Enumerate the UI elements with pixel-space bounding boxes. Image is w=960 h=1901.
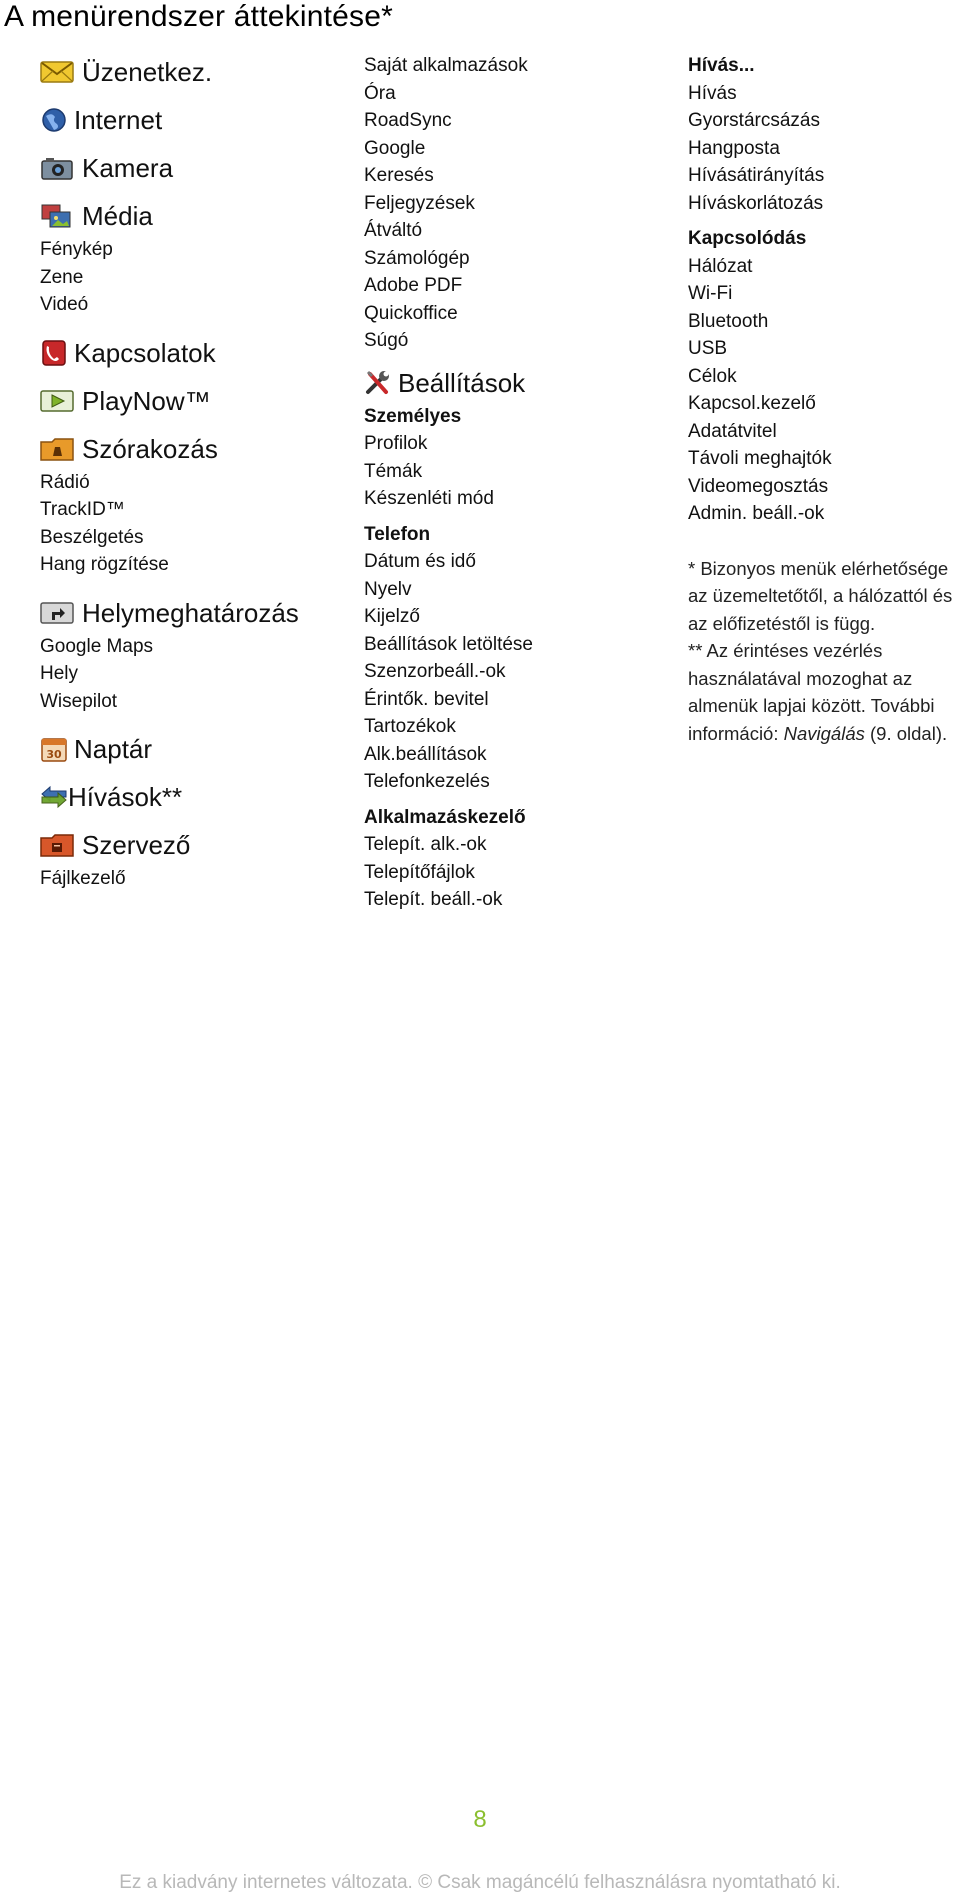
menu-camera-label: Kamera [82, 153, 174, 183]
calls-item-speed-dial[interactable]: Gyorstárcsázás [688, 110, 820, 131]
app-item-search[interactable]: Keresés [364, 165, 434, 186]
app-item-adobe-pdf[interactable]: Adobe PDF [364, 275, 463, 296]
appmgr-item-install-files[interactable]: Telepítőfájlok [364, 861, 475, 883]
entertainment-item-radio[interactable]: Rádió [40, 471, 90, 493]
menu-column-2 [364, 52, 664, 914]
conn-item-video-sharing[interactable]: Videomegosztás [688, 475, 829, 497]
footnote-touch-text: ** Az érintéses vezérlés használatával mozoghat az almenük lapjai között. További információ: [688, 640, 935, 744]
media-icon [40, 203, 74, 229]
menu-settings[interactable] [364, 363, 664, 403]
menu-internet-label: Internet [74, 105, 163, 135]
menu-entertainment[interactable] [40, 429, 340, 469]
menu-calls[interactable] [40, 777, 340, 817]
menu-playnow-label: PlayNow™ [82, 385, 211, 416]
menu-organizer[interactable] [40, 825, 340, 865]
app-item-calculator[interactable]: Számológép [364, 247, 470, 269]
phone-item-app-settings[interactable]: Alk.beállítások [364, 743, 487, 765]
calls-item-call-divert[interactable]: Hívásátirányítás [688, 165, 825, 186]
camera-icon [40, 155, 74, 181]
footnote-block [688, 555, 960, 748]
settings-connectivity-heading[interactable]: Kapcsolódás [688, 228, 807, 249]
menu-column-1 [40, 52, 340, 893]
menu-camera[interactable] [40, 148, 340, 188]
envelope-icon [40, 59, 74, 85]
location-item-google-maps[interactable]: Google Maps [40, 635, 154, 657]
menu-playnow[interactable] [40, 381, 340, 421]
location-item-place[interactable]: Hely [40, 663, 79, 684]
app-item-clock[interactable]: Óra [364, 82, 396, 104]
menu-location-label: Helymeghatározás [82, 597, 299, 628]
conn-item-data-transfer[interactable]: Adatátvitel [688, 420, 777, 442]
phone-item-touch-input[interactable]: Érintők. bevitel [364, 688, 489, 710]
conn-item-network[interactable]: Hálózat [688, 255, 753, 277]
phone-item-display[interactable]: Kijelző [364, 606, 420, 627]
app-item-google[interactable]: Google [364, 137, 426, 159]
navigation-arrow-icon [40, 600, 74, 626]
folder-music-icon [40, 436, 74, 462]
menu-organizer-label: Szervező [82, 830, 191, 860]
menu-media-label: Média [82, 201, 153, 231]
menu-entertainment-label: Szórakozás [82, 433, 218, 464]
calls-item-call[interactable]: Hívás [688, 82, 737, 104]
media-item-photo[interactable]: Fénykép [40, 239, 113, 260]
settings-phone-heading[interactable]: Telefon [364, 523, 431, 545]
app-item-my-apps[interactable]: Saját alkalmazások [364, 55, 528, 76]
settings-calls-heading[interactable]: Hívás... [688, 55, 755, 76]
app-item-quickoffice[interactable]: Quickoffice [364, 302, 458, 324]
menu-contacts[interactable] [40, 333, 340, 373]
menu-messaging[interactable] [40, 52, 340, 92]
app-item-roadsync[interactable]: RoadSync [364, 110, 452, 131]
footnote-availability: * Bizonyos menük elérhetősége az üzemeltetőtől, a hálózattól és az előfizetéstől is függ. [688, 557, 953, 634]
personal-item-standby[interactable]: Készenléti mód [364, 488, 494, 509]
svg-text:30: 30 [46, 748, 62, 761]
menu-contacts-label: Kapcsolatok [74, 337, 216, 368]
personal-item-themes[interactable]: Témák [364, 460, 423, 482]
conn-item-connection-manager[interactable]: Kapcsol.kezelő [688, 393, 816, 414]
phone-item-download-settings[interactable]: Beállítások letöltése [364, 633, 533, 655]
menu-location[interactable] [40, 593, 340, 633]
swap-arrows-icon [40, 784, 68, 810]
personal-item-profiles[interactable]: Profilok [364, 433, 428, 454]
footnote-touch [688, 637, 960, 747]
phone-item-accessories[interactable]: Tartozékok [364, 716, 456, 737]
entertainment-item-chat[interactable]: Beszélgetés [40, 526, 144, 548]
conn-item-wifi[interactable]: Wi-Fi [688, 283, 733, 304]
page-title: A menürendszer áttekintése* [4, 0, 393, 33]
calls-item-call-barring[interactable]: Híváskorlátozás [688, 192, 824, 214]
phone-item-sensor-settings[interactable]: Szenzorbeáll.-ok [364, 661, 506, 682]
conn-item-destinations[interactable]: Célok [688, 365, 737, 387]
media-item-video[interactable]: Videó [40, 294, 89, 315]
settings-personal-heading[interactable]: Személyes [364, 405, 462, 427]
footer-notice: Ez a kiadvány internetes változata. © Csak magáncélú felhasználásra nyomtatható ki. [119, 1872, 841, 1893]
phone-item-date-time[interactable]: Dátum és idő [364, 551, 476, 572]
app-item-notes[interactable]: Feljegyzések [364, 192, 475, 214]
settings-app-manager-heading[interactable]: Alkalmazáskezelő [364, 806, 526, 828]
calls-item-voicemail[interactable]: Hangposta [688, 137, 780, 159]
menu-calls-label: Hívások** [68, 782, 183, 812]
page-number: 8 [473, 1806, 487, 1833]
appmgr-item-install-settings[interactable]: Telepít. beáll.-ok [364, 889, 503, 910]
phone-book-icon [40, 340, 68, 366]
menu-messaging-label: Üzenetkez. [82, 57, 213, 87]
globe-icon [40, 107, 68, 133]
entertainment-item-trackid[interactable]: TrackID™ [40, 499, 125, 520]
conn-item-admin-settings[interactable]: Admin. beáll.-ok [688, 503, 825, 524]
menu-internet[interactable] [40, 100, 340, 140]
phone-item-phone-management[interactable]: Telefonkezelés [364, 771, 490, 792]
menu-settings-label: Beállítások [398, 367, 526, 398]
app-item-help[interactable]: Súgó [364, 330, 409, 351]
calendar-icon [40, 736, 68, 762]
phone-item-language[interactable]: Nyelv [364, 578, 412, 600]
location-item-wisepilot[interactable]: Wisepilot [40, 690, 118, 712]
conn-item-remote-drives[interactable]: Távoli meghajtók [688, 448, 832, 469]
organizer-item-file-manager[interactable]: Fájlkezelő [40, 868, 126, 889]
menu-column-3 [688, 52, 960, 747]
menu-calendar-label: Naptár [74, 734, 153, 764]
media-item-music[interactable]: Zene [40, 266, 84, 288]
menu-media[interactable] [40, 196, 340, 236]
navigation-link[interactable]: Navigálás [783, 722, 865, 744]
app-item-converter[interactable]: Átváltó [364, 220, 423, 241]
appmgr-item-installed-apps[interactable]: Telepít. alk.-ok [364, 834, 487, 855]
entertainment-item-recorder[interactable]: Hang rögzítése [40, 554, 169, 575]
footnote-touch-page: (9. oldal). [864, 722, 948, 744]
wrench-screwdriver-icon [364, 370, 392, 396]
play-icon [40, 388, 74, 414]
conn-item-bluetooth[interactable]: Bluetooth [688, 310, 769, 332]
menu-calendar[interactable] [40, 729, 340, 769]
conn-item-usb[interactable]: USB [688, 338, 728, 359]
folder-organizer-icon [40, 832, 74, 858]
